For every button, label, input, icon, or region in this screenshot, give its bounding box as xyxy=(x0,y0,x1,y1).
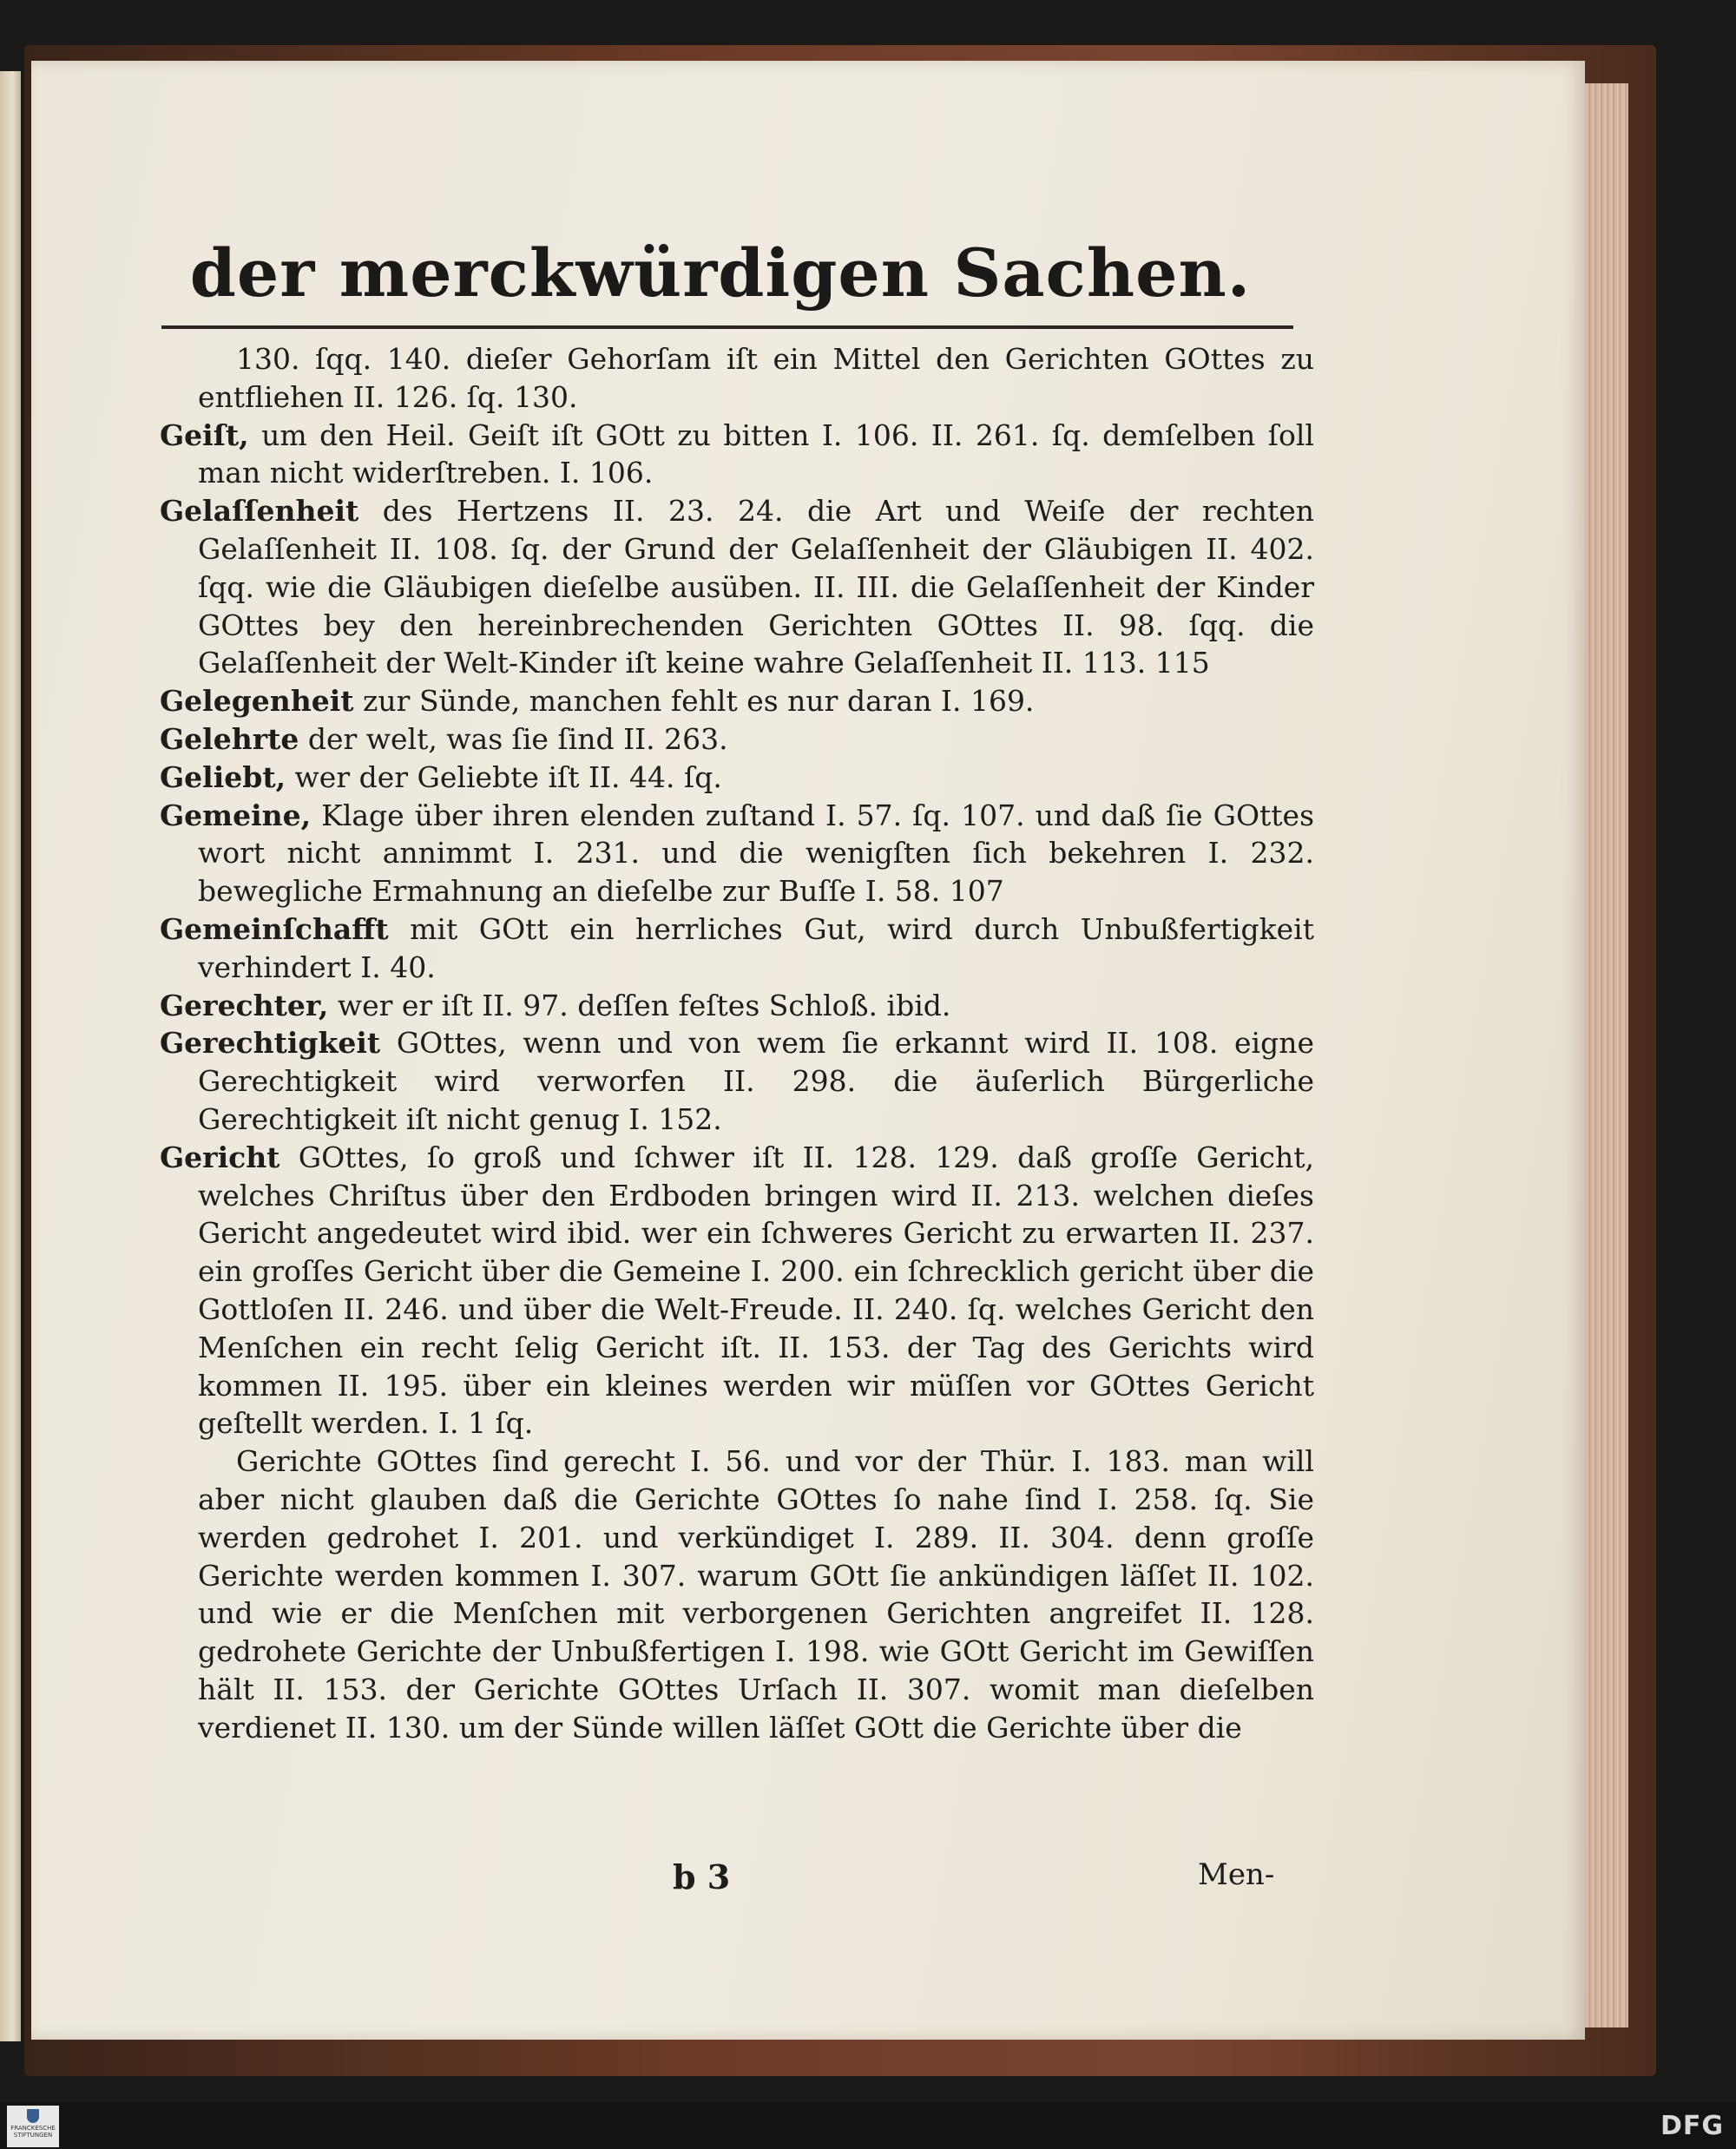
entry-term: Gelegenheit xyxy=(160,684,354,719)
entry-text: Gerichte GOttes ſind gerecht I. 56. und vor der Thür. I. 183. man will aber nicht glauben daß die Gerichte GOttes ſo nahe ſind I. 258. ſq. Sie werden gedrohet I. 201. und verkündiget I. 289. II. 304. denn groſſe Gerichte werden kommen I. 307. warum GOtt ſie ankündigen läſſet II. 102. und wie er die Menſchen mit verborgenen Gerichten angreifet II. 128. gedrohete Gerichte der Unbußfertigen I. 198. wie GOtt Gericht im Gewiſſen hält II. 153. der Gerichte GOttes Urſach II. 307. womit man dieſelben verdienet II. 130. um der Sünde willen läſſet GOtt die Gerichte über die xyxy=(198,1444,1314,1745)
entry-text: wer der Geliebte iſt II. 44. ſq. xyxy=(286,759,722,794)
head-rule xyxy=(161,325,1293,329)
entry-text: um den Heil. Geiſt iſt GOtt zu bitten I. 106. II. 261. ſq. demſelben ſoll man nicht widerſtreben. I. 106. xyxy=(198,417,1314,490)
index-entry xyxy=(160,797,1314,910)
entry-text: 130. ſqq. 140. dieſer Gehorſam iſt ein Mittel den Gerichten GOttes zu entfliehen II. 126. ſq. 130. xyxy=(198,342,1314,414)
index-entry xyxy=(160,340,1314,417)
library-logo xyxy=(7,2106,59,2147)
entry-text: Klage über ihren elenden zuſtand I. 57. ſq. 107. und daß ſie GOttes wort nicht annimmt I. 231. und die wenigſten ſich bekehren I. 232. bewegliche Ermahnung an dieſelbe zur Buſſe I. 58. 107 xyxy=(198,798,1314,909)
index-entry xyxy=(160,987,1314,1025)
index-entry xyxy=(160,720,1314,759)
entry-term: Geiſt, xyxy=(160,417,249,452)
entry-text: GOttes, ſo groß und ſchwer iſt II. 128. 129. daß groſſe Gericht, welches Chriſtus über den Erdboden bringen wird II. 213. welchen dieſes Gericht angedeutet wird ibid. wer ein ſchweres Gericht zu erwarten II. 237. ein groſſes Gericht über die Gemeine I. 200. ein ſchrecklich gericht über die Gottloſen II. 246. und über die Welt-Freude. II. 240. ſq. welches Gericht den Menſchen ein recht ſelig Gericht iſt. II. 153. der Tag des Gerichts wird kommen II. 195. über ein kleines werden wir müſſen vor GOttes Gericht geſtellt werden. I. 1 ſq. xyxy=(198,1140,1314,1441)
entry-term: Gericht xyxy=(160,1140,280,1174)
running-head: der merckwürdigen Sachen. xyxy=(189,234,1252,312)
shield-icon xyxy=(27,2109,39,2123)
entry-text: des Hertzens II. 23. 24. die Art und Weiſe der rechten Gelaſſenheit II. 108. ſq. der Grund der Gelaſſenheit der Gläubigen II. 402. ſqq. wie die Gläubigen dieſelbe ausüben. II. III. die Gelaſſenheit der Kinder GOttes bey den hereinbrechenden Gerichten GOttes II. 98. ſqq. die Gelaſſenheit der Welt-Kinder iſt keine wahre Gelaſſenheit II. 113. 115 xyxy=(198,494,1314,680)
entry-text: zur Sünde, manchen fehlt es nur daran I. 169. xyxy=(353,684,1035,719)
entry-text: mit GOtt ein herrliches Gut, wird durch Unbußfertigkeit verhindert I. 40. xyxy=(198,911,1314,984)
index-entry xyxy=(160,1139,1314,1443)
catchword: Men- xyxy=(1198,1857,1275,1892)
entry-term: Gerechter, xyxy=(160,988,329,1022)
index-entry xyxy=(160,759,1314,797)
entry-text: GOttes, wenn und von wem ſie erkannt wird II. 108. eigne Gerechtigkeit wird verworfen II. 298. die äuſerlich Bürgerliche Gerechtigkeit iſt nicht genug I. 152. xyxy=(198,1026,1314,1136)
dfg-logo: DFG xyxy=(1660,2111,1724,2141)
entry-term: Gemeine, xyxy=(160,798,312,832)
index-entry xyxy=(160,492,1314,682)
entry-text: wer er iſt II. 97. deſſen feſtes Schloß. ibid. xyxy=(328,988,951,1022)
index-entry xyxy=(160,1024,1314,1138)
entry-term: Gelehrte xyxy=(160,721,299,756)
index-entry xyxy=(160,417,1314,493)
entry-term: Gemeinſchafft xyxy=(160,911,389,946)
entry-term: Gelaſſenheit xyxy=(160,494,359,529)
entry-term: Geliebt, xyxy=(160,759,286,794)
entry-term: Gerechtigkeit xyxy=(160,1026,381,1061)
index-entry xyxy=(160,910,1314,987)
entry-text: der welt, was ſie ſind II. 263. xyxy=(299,721,728,756)
index-text xyxy=(160,340,1314,1746)
index-entry xyxy=(160,682,1314,720)
signature-mark: b 3 xyxy=(673,1857,731,1896)
index-entry xyxy=(160,1443,1314,1746)
left-page-edge xyxy=(0,71,21,2041)
library-logo-text: FRANCKESCHE STIFTUNGEN xyxy=(10,2125,56,2139)
viewer-footer-bar xyxy=(0,2102,1736,2149)
page-fore-edge xyxy=(1585,83,1628,2027)
